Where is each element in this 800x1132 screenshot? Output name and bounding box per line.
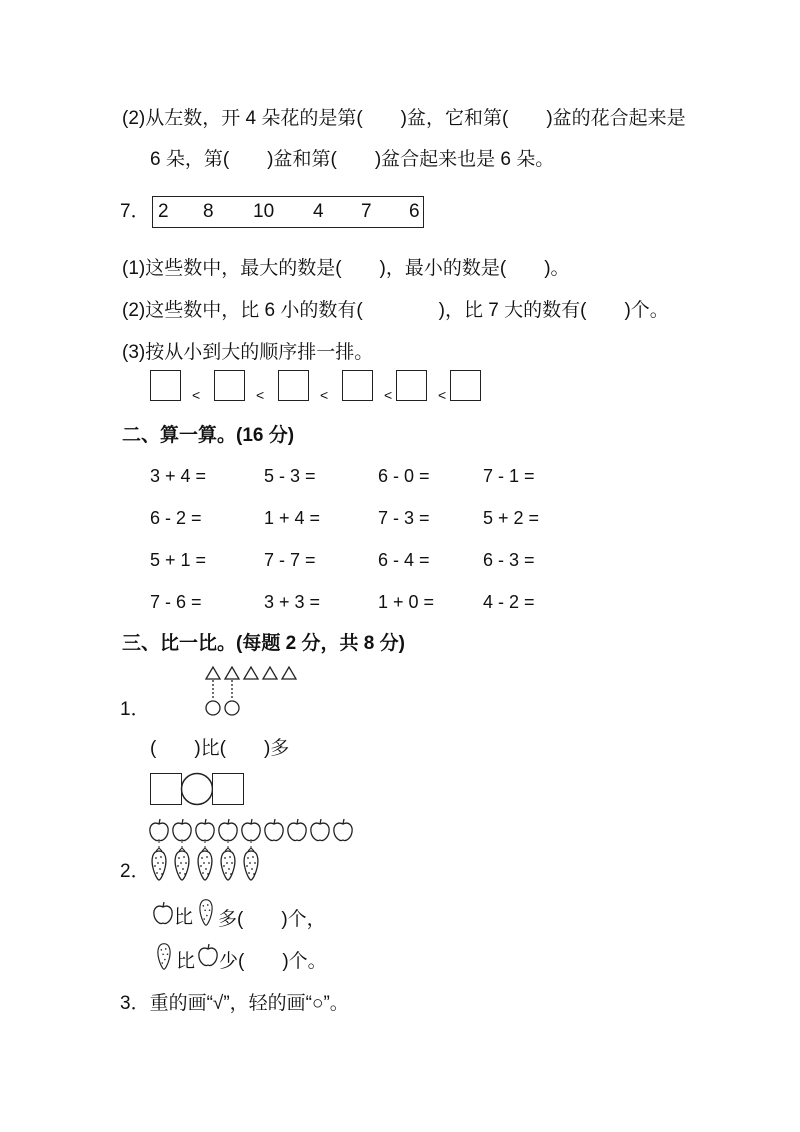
equation: 1 + 4 =	[264, 508, 321, 528]
q7-sub3: (3)按从小到大的顺序排一排。	[122, 342, 374, 363]
equation: 6 - 3 =	[483, 550, 535, 570]
q3-text: 3．重的画“√”，轻的画“○”。	[120, 993, 349, 1014]
equation: 3 + 3 =	[264, 592, 321, 612]
equation: 7 - 1 =	[483, 466, 535, 486]
number-item: 10	[253, 201, 275, 222]
answer-box[interactable]	[342, 370, 373, 401]
apples-row	[146, 815, 360, 845]
equation: 6 - 4 =	[378, 550, 430, 570]
equation: 7 - 3 =	[378, 508, 430, 528]
q2-text1-a: 比	[174, 907, 194, 928]
equation: 4 - 2 =	[483, 592, 535, 612]
q1-label: 1．	[120, 699, 150, 720]
q7-sub1: (1)这些数中，最大的数是( )，最小的数是( )。	[122, 258, 570, 279]
q7-label: 7．	[120, 201, 150, 222]
q6-line1: (2)从左数，开 4 朵花的是第( )盆，它和第( )盆的花合起来是	[122, 108, 686, 129]
strawberry-icon	[154, 941, 174, 971]
apple-icon	[197, 942, 219, 968]
section2-title: 二、算一算。(16 分)	[122, 425, 295, 446]
less-than-sign: <	[438, 387, 447, 403]
equation: 5 + 1 =	[150, 550, 207, 570]
answer-box[interactable]	[150, 370, 181, 401]
triangle-icon	[206, 667, 220, 679]
less-than-sign: <	[256, 387, 265, 403]
circle-icon	[206, 701, 220, 715]
equation: 6 - 2 =	[150, 508, 202, 528]
less-than-sign: <	[384, 387, 393, 403]
strawberries-row	[146, 846, 266, 882]
answer-box[interactable]	[278, 370, 309, 401]
answer-box[interactable]	[214, 370, 245, 401]
less-than-sign: <	[320, 387, 329, 403]
equation: 6 - 0 =	[378, 466, 430, 486]
triangle-icon	[263, 667, 277, 679]
number-item: 2	[158, 201, 169, 222]
equation: 3 + 4 =	[150, 466, 207, 486]
answer-box[interactable]	[212, 773, 244, 805]
answer-box[interactable]	[450, 370, 481, 401]
triangle-icon	[244, 667, 258, 679]
equation: 7 - 6 =	[150, 592, 202, 612]
equation: 5 + 2 =	[483, 508, 540, 528]
strawberry-icon	[196, 897, 216, 927]
answer-box[interactable]	[150, 773, 182, 805]
answer-circle[interactable]	[180, 772, 214, 806]
less-than-sign: <	[192, 387, 201, 403]
number-item: 6	[409, 201, 420, 222]
number-item: 8	[203, 201, 214, 222]
q2-text2-a: 比	[176, 951, 196, 972]
q6-line2: 6 朵，第( )盆和第( )盆合起来也是 6 朵。	[150, 149, 555, 170]
equation: 1 + 0 =	[378, 592, 435, 612]
q7-sub2: (2)这些数中，比 6 小的数有( )，比 7 大的数有( )个。	[122, 300, 669, 321]
apple-icon	[152, 900, 174, 926]
answer-box[interactable]	[396, 370, 427, 401]
triangle-icon	[282, 667, 296, 679]
triangle-icon	[225, 667, 239, 679]
q1-text: ( )比( )多	[150, 738, 290, 759]
q2-text2-b: 少( )个。	[219, 951, 327, 972]
equation: 5 - 3 =	[264, 466, 316, 486]
equation: 7 - 7 =	[264, 550, 316, 570]
number-item: 4	[313, 201, 324, 222]
number-item: 7	[361, 201, 372, 222]
section3-title: 三、比一比。(每题 2 分，共 8 分)	[122, 633, 405, 654]
circle-icon	[225, 701, 239, 715]
q2-label: 2．	[120, 861, 150, 882]
number-box	[152, 196, 424, 228]
triangles-circles-figure	[200, 664, 310, 720]
q2-text1-b: 多( )个，	[218, 909, 326, 930]
